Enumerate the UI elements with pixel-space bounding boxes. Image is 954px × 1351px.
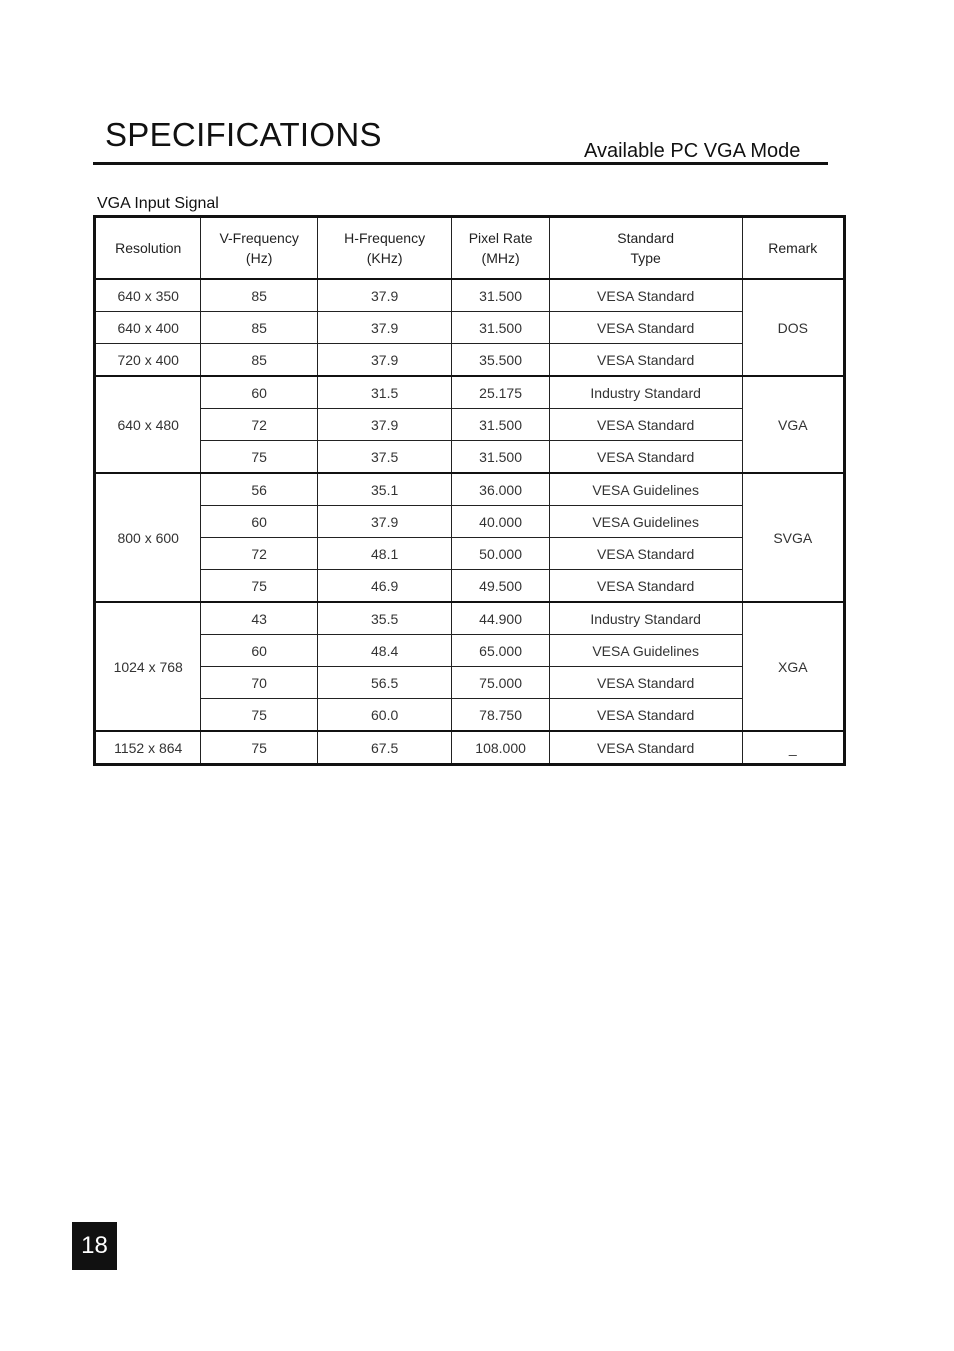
- header-standard-type: Standard Type: [549, 217, 742, 280]
- section-label: VGA Input Signal: [97, 195, 219, 212]
- cell-standard: VESA Standard: [549, 409, 742, 441]
- header-remark: Remark: [742, 217, 844, 280]
- cell-pixel-rate: 31.500: [452, 312, 549, 344]
- page-title: SPECIFICATIONS: [105, 116, 382, 153]
- cell-v-frequency: 60: [201, 506, 317, 538]
- cell-resolution: 800 x 600: [95, 473, 201, 602]
- cell-h-frequency: 60.0: [317, 699, 452, 732]
- cell-h-frequency: 37.9: [317, 409, 452, 441]
- table-row: [95, 570, 845, 603]
- cell-v-frequency: 43: [201, 602, 317, 635]
- table-row: [95, 376, 845, 409]
- cell-v-frequency: 72: [201, 538, 317, 570]
- cell-pixel-rate: 65.000: [452, 635, 549, 667]
- table-row: [95, 602, 845, 635]
- cell-h-frequency: 31.5: [317, 376, 452, 409]
- cell-standard: VESA Standard: [549, 344, 742, 377]
- cell-h-frequency: 48.1: [317, 538, 452, 570]
- cell-resolution: 1152 x 864: [95, 731, 201, 765]
- cell-pixel-rate: 25.175: [452, 376, 549, 409]
- cell-standard: VESA Standard: [549, 312, 742, 344]
- cell-standard: Industry Standard: [549, 376, 742, 409]
- cell-v-frequency: 75: [201, 699, 317, 732]
- cell-remark: XGA: [742, 602, 844, 731]
- cell-remark: DOS: [742, 279, 844, 376]
- cell-standard: VESA Standard: [549, 441, 742, 474]
- table-row: [95, 344, 845, 377]
- cell-v-frequency: 60: [201, 635, 317, 667]
- cell-h-frequency: 37.9: [317, 279, 452, 312]
- cell-remark: _: [742, 731, 844, 765]
- cell-resolution: 640 x 400: [95, 312, 201, 344]
- cell-v-frequency: 70: [201, 667, 317, 699]
- cell-standard: VESA Standard: [549, 570, 742, 603]
- cell-pixel-rate: 50.000: [452, 538, 549, 570]
- title-rule: [93, 162, 828, 165]
- cell-pixel-rate: 31.500: [452, 409, 549, 441]
- cell-pixel-rate: 44.900: [452, 602, 549, 635]
- table-row: [95, 473, 845, 506]
- cell-standard: VESA Standard: [549, 667, 742, 699]
- cell-v-frequency: 60: [201, 376, 317, 409]
- cell-v-frequency: 85: [201, 344, 317, 377]
- table-row: [95, 538, 845, 570]
- cell-standard: VESA Guidelines: [549, 473, 742, 506]
- cell-h-frequency: 37.9: [317, 344, 452, 377]
- cell-standard: VESA Standard: [549, 731, 742, 765]
- cell-v-frequency: 85: [201, 279, 317, 312]
- table-row: [95, 279, 845, 312]
- cell-v-frequency: 72: [201, 409, 317, 441]
- cell-resolution: 720 x 400: [95, 344, 201, 377]
- vga-mode-table: [93, 215, 846, 766]
- table-row: [95, 667, 845, 699]
- cell-pixel-rate: 31.500: [452, 441, 549, 474]
- table-row: [95, 441, 845, 474]
- table-row: [95, 699, 845, 732]
- header-v-frequency: V-Frequency (Hz): [201, 217, 317, 280]
- header-pixel-rate: Pixel Rate (MHz): [452, 217, 549, 280]
- cell-standard: VESA Standard: [549, 279, 742, 312]
- cell-remark: VGA: [742, 376, 844, 473]
- cell-pixel-rate: 35.500: [452, 344, 549, 377]
- cell-h-frequency: 56.5: [317, 667, 452, 699]
- cell-v-frequency: 75: [201, 731, 317, 765]
- cell-pixel-rate: 49.500: [452, 570, 549, 603]
- cell-h-frequency: 67.5: [317, 731, 452, 765]
- cell-resolution: 640 x 480: [95, 376, 201, 473]
- header-resolution: Resolution: [95, 217, 201, 280]
- table-row: [95, 635, 845, 667]
- table-header-row: [95, 217, 845, 280]
- cell-v-frequency: 85: [201, 312, 317, 344]
- table-row: [95, 731, 845, 765]
- cell-v-frequency: 56: [201, 473, 317, 506]
- cell-remark: SVGA: [742, 473, 844, 602]
- cell-pixel-rate: 31.500: [452, 279, 549, 312]
- cell-h-frequency: 46.9: [317, 570, 452, 603]
- header-h-frequency: H-Frequency (KHz): [317, 217, 452, 280]
- table-row: [95, 409, 845, 441]
- page-number: 18: [72, 1222, 117, 1270]
- cell-standard: Industry Standard: [549, 602, 742, 635]
- cell-pixel-rate: 75.000: [452, 667, 549, 699]
- cell-standard: VESA Guidelines: [549, 635, 742, 667]
- table-row: [95, 506, 845, 538]
- cell-h-frequency: 35.1: [317, 473, 452, 506]
- cell-h-frequency: 37.9: [317, 312, 452, 344]
- cell-h-frequency: 37.9: [317, 506, 452, 538]
- cell-resolution: 1024 x 768: [95, 602, 201, 731]
- cell-resolution: 640 x 350: [95, 279, 201, 312]
- cell-standard: VESA Standard: [549, 699, 742, 732]
- cell-h-frequency: 48.4: [317, 635, 452, 667]
- cell-h-frequency: 37.5: [317, 441, 452, 474]
- cell-pixel-rate: 108.000: [452, 731, 549, 765]
- cell-standard: VESA Guidelines: [549, 506, 742, 538]
- cell-pixel-rate: 78.750: [452, 699, 549, 732]
- cell-v-frequency: 75: [201, 570, 317, 603]
- cell-pixel-rate: 40.000: [452, 506, 549, 538]
- cell-h-frequency: 35.5: [317, 602, 452, 635]
- page-subtitle: Available PC VGA Mode: [584, 140, 801, 162]
- cell-standard: VESA Standard: [549, 538, 742, 570]
- table-row: [95, 312, 845, 344]
- cell-v-frequency: 75: [201, 441, 317, 474]
- cell-pixel-rate: 36.000: [452, 473, 549, 506]
